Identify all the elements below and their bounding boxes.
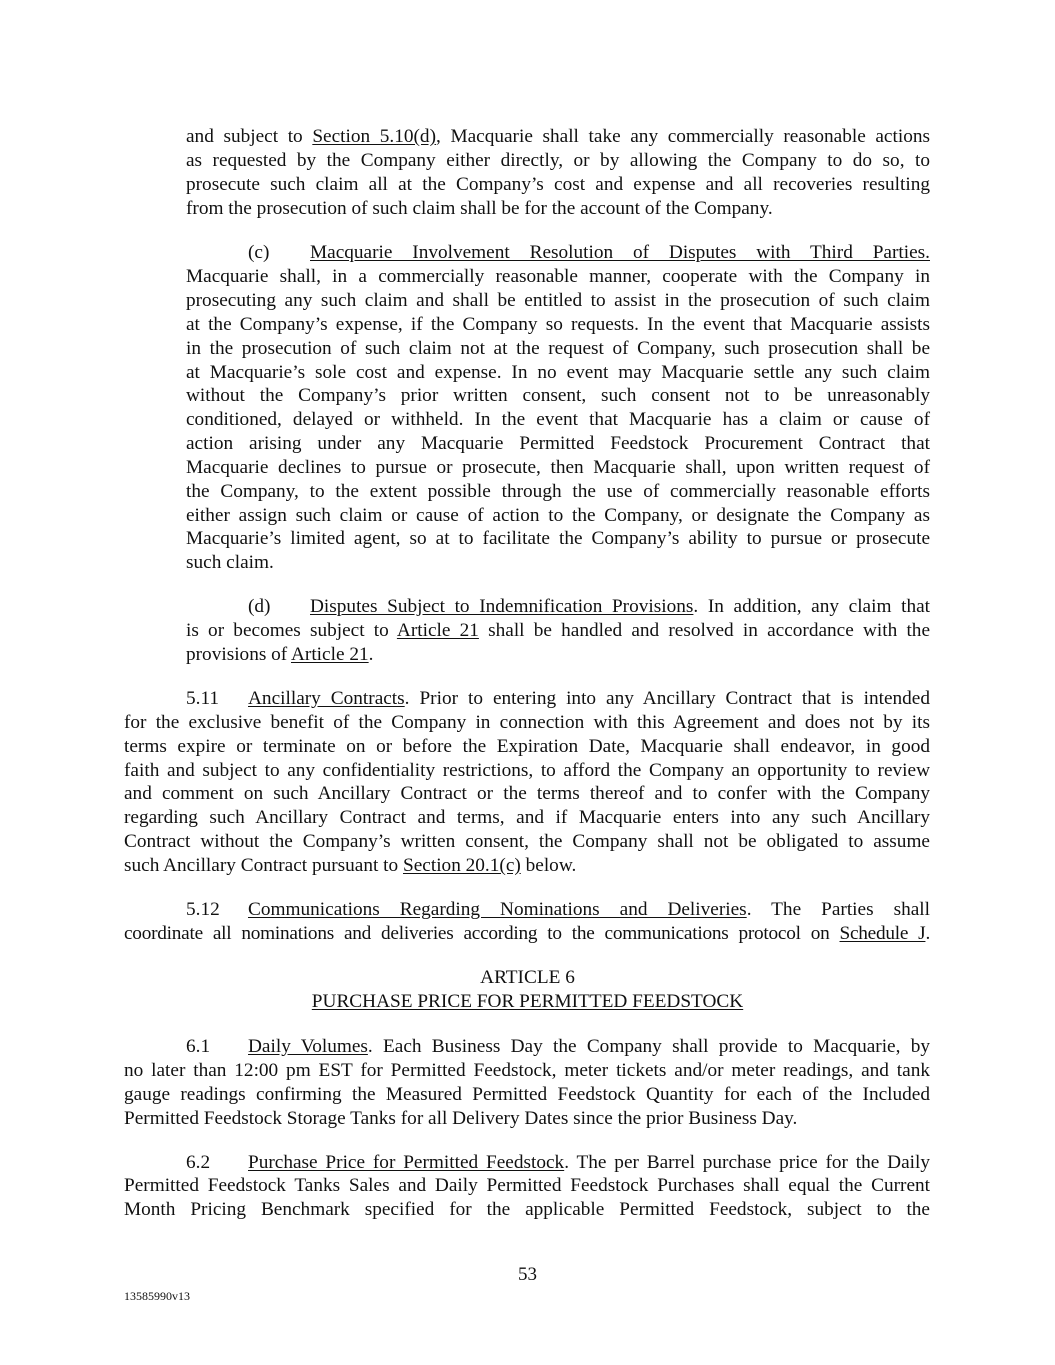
page-number: 53	[518, 1264, 537, 1285]
section-5-11-line: Contract without the Company’s written consent, the Company shall not be obligated to assume	[124, 831, 930, 852]
subsection-c-line: Macquarie’s limited agent, so at to facilitate the Company’s ability to pursue or prosecute	[186, 528, 930, 549]
section-6-1-line: no later than 12:00 pm EST for Permitted Feedstock, meter tickets and/or meter readings, and tank	[124, 1060, 930, 1081]
text: coordinate all nominations and deliveries according to the communications protocol on	[124, 923, 840, 944]
subsection-d-line-1	[310, 595, 930, 619]
subsection-c-line: action arising under any Macquarie Permitted Feedstock Procurement Contract that	[186, 433, 930, 454]
article-21-reference[interactable]: Article 21	[396, 620, 479, 641]
section-5-11-line: and comment on such Ancillary Contract or the terms thereof and to confer with the Company	[124, 783, 930, 804]
subsection-c-line: prosecuting any such claim and shall be entitled to assist in the prosecution of such claim	[186, 290, 930, 311]
subsection-c-line: at the Company’s expense, if the Company so requests. In the event that Macquarie assists	[186, 314, 930, 335]
section-5-11-heading: Ancillary Contracts	[248, 688, 405, 709]
section-6-2-line: Permitted Feedstock Tanks Sales and Daily Permitted Feedstock Purchases shall equal the Current	[124, 1175, 930, 1196]
section-5-11-line-1	[248, 687, 930, 711]
section-5-11-line: faith and subject to any confidentiality restrictions, to afford the Company an opportunity to review	[124, 760, 930, 781]
schedule-j-reference[interactable]: Schedule J	[839, 923, 926, 944]
subsection-c-heading: Macquarie Involvement Resolution of Disputes with Third Parties.	[310, 242, 930, 263]
text: . The Parties shall	[746, 899, 930, 920]
article-title	[0, 990, 1055, 1014]
subsection-c-number: (c)	[248, 242, 270, 263]
section-5-11-line: terms expire or terminate on or before the Expiration Date, Macquarie shall endeavor, in good	[124, 736, 930, 757]
text: . Prior to entering into any Ancillary Contract that is intended	[404, 688, 930, 709]
text: .	[925, 923, 931, 944]
text: below.	[520, 855, 577, 876]
section-20-1c-reference[interactable]: Section 20.1(c)	[403, 855, 521, 876]
article-label: ARTICLE 6	[480, 967, 575, 988]
section-5-12-heading: Communications Regarding Nominations and Deliveries	[248, 899, 747, 920]
subsection-c-line: either assign such claim or cause of action to the Company, or designate the Company as	[186, 505, 930, 526]
section-5-12-line-1	[248, 898, 930, 922]
section-5-11-number: 5.11	[186, 688, 220, 709]
subsection-c-line: conditioned, delayed or withheld. In the event that Macquarie has a claim or cause of	[186, 409, 930, 430]
subsection-c-line: Macquarie declines to pursue or prosecute, then Macquarie shall, upon written request of	[186, 457, 930, 478]
text: .	[368, 644, 374, 665]
subsection-d-line-3	[186, 643, 373, 667]
subsection-d-line-2	[186, 619, 930, 643]
section-5-12-number: 5.12	[186, 899, 220, 920]
subsection-c-line: Macquarie shall, in a commercially reasonable manner, cooperate with the Company in	[186, 266, 930, 287]
section-6-1-number: 6.1	[186, 1036, 211, 1057]
section-6-1-heading: Daily Volumes	[248, 1036, 368, 1057]
section-6-1-line-1	[248, 1035, 930, 1059]
section-6-1-last-line: Permitted Feedstock Storage Tanks for all Delivery Dates since the prior Business Day.	[124, 1108, 798, 1129]
section-5-11-last-line	[124, 854, 576, 878]
section-5-11-line: regarding such Ancillary Contract and terms, and if Macquarie enters into any such Ancillary	[124, 807, 930, 828]
section-5-10d-reference[interactable]: Section 5.10(d)	[312, 126, 436, 147]
text: such Ancillary Contract pursuant to	[124, 855, 403, 876]
article-21-reference[interactable]: Article 21	[290, 644, 369, 665]
article-title-text: PURCHASE PRICE FOR PERMITTED FEEDSTOCK	[311, 991, 744, 1012]
intro-line-4: from the prosecution of such claim shall be for the account of the Company.	[186, 198, 773, 219]
section-6-2-line-1	[248, 1151, 930, 1175]
subsection-c-line: at Macquarie’s sole cost and expense. In no event may Macquarie settle any such claim	[186, 362, 930, 383]
section-6-2-number: 6.2	[186, 1152, 211, 1173]
text: . Each Business Day the Company shall provide to Macquarie, by	[367, 1036, 930, 1057]
section-6-2-line: Month Pricing Benchmark specified for the applicable Permitted Feedstock, subject to the	[124, 1199, 930, 1220]
subsection-c-line: the Company, to the extent possible through the use of commercially reasonable efforts	[186, 481, 930, 502]
document-id: 13585990v13	[124, 1289, 190, 1303]
section-5-12-line-2	[124, 922, 930, 946]
intro-line-1	[186, 125, 930, 149]
section-5-11-line: for the exclusive benefit of the Company in connection with this Agreement and does not by its	[124, 712, 930, 733]
text: and subject to	[186, 126, 313, 147]
subsection-c-line: in the prosecution of such claim not at the request of Company, such prosecution shall be	[186, 338, 930, 359]
text: is or becomes subject to	[186, 620, 397, 641]
text: , Macquarie shall take any commercially reasonable actions	[436, 126, 930, 147]
text: . The per Barrel purchase price for the Daily	[564, 1152, 931, 1173]
text: provisions of	[186, 644, 291, 665]
subsection-c-line: without the Company’s prior written consent, such consent not to be unreasonably	[186, 385, 930, 406]
text: . In addition, any claim that	[693, 596, 931, 617]
intro-line-3: prosecute such claim all at the Company’s cost and expense and all recoveries resulting	[186, 174, 930, 195]
section-6-1-line: gauge readings confirming the Measured Permitted Feedstock Quantity for each of the Included	[124, 1084, 930, 1105]
intro-line-2: as requested by the Company either directly, or by allowing the Company to do so, to	[186, 150, 930, 171]
subsection-c-line: such claim.	[186, 552, 274, 573]
section-6-2-heading: Purchase Price for Permitted Feedstock	[248, 1152, 565, 1173]
subsection-d-number: (d)	[248, 596, 271, 617]
subsection-d-heading: Disputes Subject to Indemnification Provisions	[310, 596, 694, 617]
text: shall be handled and resolved in accordance with the	[478, 620, 931, 641]
